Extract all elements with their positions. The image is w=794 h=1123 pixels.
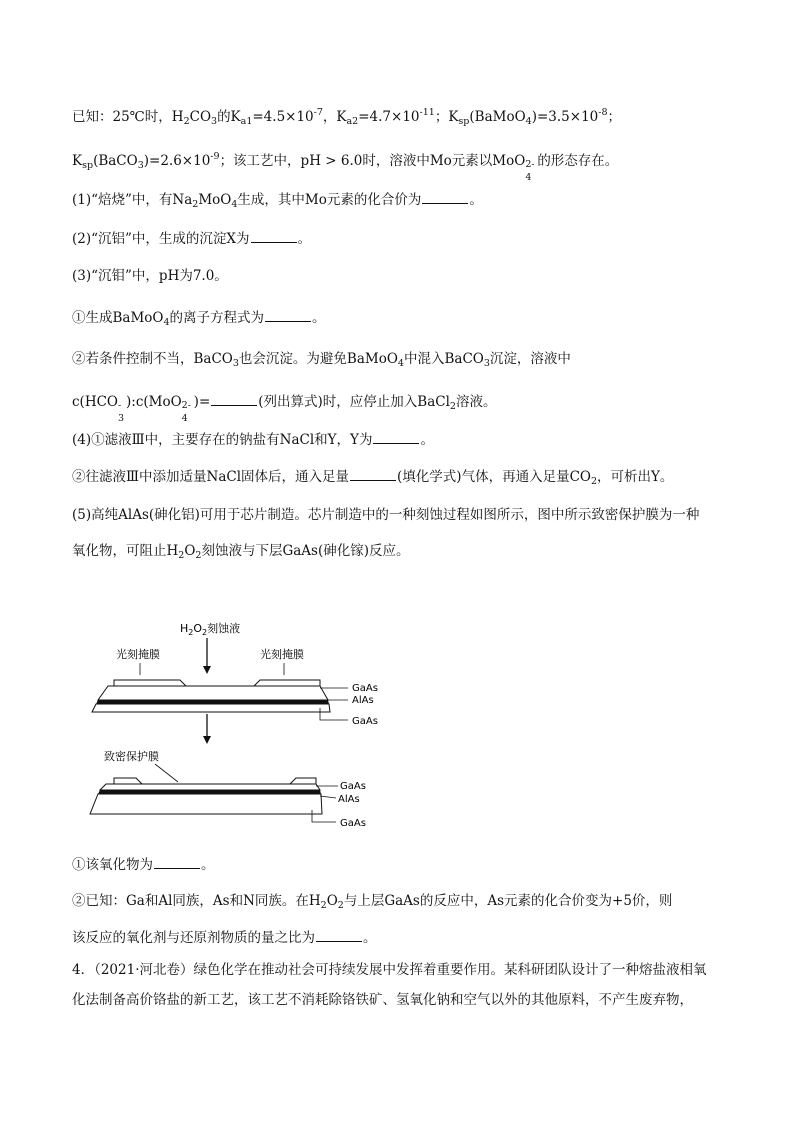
question-4-text: 化法制备高价铬盐的新工艺，该工艺不消耗除铬铁矿、氢氧化钠和空气以外的其他原料，不产生废弃物， — [72, 992, 693, 1008]
question-3-1: ①生成BaMoO$_4$的离子方程式为 。 — [72, 310, 326, 328]
bottom-gaas-layer-2 — [90, 794, 322, 814]
answer-blank[interactable] — [211, 393, 257, 406]
answer-blank[interactable] — [154, 856, 200, 869]
answer-blank[interactable] — [251, 230, 297, 243]
mask-label-right: 光刻掩膜 — [260, 648, 304, 661]
protective-film-leader — [155, 764, 178, 782]
photomask-right-2 — [290, 778, 316, 784]
question-4-1: (4)①滤液Ⅲ中，主要存在的钠盐有NaCl和Y，Y为 。 — [72, 432, 434, 448]
label-alas-top: AlAs — [352, 695, 374, 706]
etchant-label: $H_2O_2$刻蚀液 — [180, 622, 241, 637]
given-data-line-1: 已知：25℃时，$H_2CO_3$的$K_{a1}=4.5\times 10^{-7}$，$K_{a2}=4.7\times 10^{-11}$；$K_{sp}(BaMoO_4)=3.5\times 10^{-8}$； — [72, 107, 622, 127]
given-data-line-2: $K_{sp}(BaCO_3)=2.6\times 10^{-9}$；该工艺中，pH > 6.0时，溶液中Mo元素以MoO 2- 4 的形态存在。 — [72, 151, 619, 183]
answer-blank[interactable] — [350, 468, 396, 481]
answer-blank[interactable] — [373, 431, 419, 444]
answer-blank[interactable] — [422, 191, 468, 204]
label-gaas-top: GaAs — [352, 683, 378, 694]
label-gaas-bottom-2: GaAs — [340, 818, 366, 829]
label-leader — [320, 796, 336, 798]
question-5-2: ②已知：Ga和Al同族，As和N同族。在$H_2O_2$与上层GaAs的反应中，As元素的化合价变为+5价，则 — [72, 893, 673, 911]
question-4-heading: 4．（2021·河北卷）绿色化学在推动社会可持续发展中发挥着重要作用。某科研团队设计了一种熔盐液相氧 — [72, 962, 707, 978]
label-gaas-bottom: GaAs — [352, 716, 378, 727]
question-1: (1)“焙烧”中，有$Na_2MoO_4$生成，其中Mo元素的化合价为 。 — [72, 192, 483, 210]
bottom-gaas-layer-top — [92, 704, 330, 712]
question-2: (2)“沉铝”中，生成的沉淀X为 。 — [72, 231, 312, 247]
label-alas-2: AlAs — [338, 794, 360, 805]
question-5-2-cont: 该反应的氧化剂与还原剂物质的量之比为 。 — [72, 930, 377, 946]
question-3-2: ②若条件控制不当，BaCO$_3$也会沉淀。为避免BaMoO$_4$中混入BaCO$_3$沉淀，溶液中 — [72, 351, 571, 369]
alas-layer — [96, 700, 329, 704]
question-5-intro: (5)高纯AlAs(砷化铝)可用于芯片制造。芯片制造中的一种刻蚀过程如图所示，图中所示致密保护膜为一种 — [72, 507, 700, 523]
question-5-intro-2: 氧化物，可阻止$H_2O_2$刻蚀液与下层GaAs(砷化镓)反应。 — [72, 543, 410, 561]
process-arrow-head — [203, 736, 211, 744]
label-gaas-top-2: GaAs — [340, 781, 366, 792]
question-4-2: ②往滤液Ⅲ中添加适量NaCl固体后，通入足量 (填化学式)气体，再通入足量$CO_2$，可析出Y。 — [72, 469, 674, 487]
photomask-left — [114, 680, 186, 686]
photomask-right — [254, 680, 320, 686]
answer-blank[interactable] — [316, 929, 362, 942]
top-gaas-layer-2 — [100, 784, 320, 790]
answer-blank[interactable] — [265, 309, 311, 322]
photomask-left-2 — [114, 778, 142, 784]
top-gaas-layer — [98, 686, 328, 700]
alas-layer-2 — [98, 790, 321, 794]
etching-process-diagram — [80, 600, 400, 840]
question-5-1: ①该氧化物为 。 — [72, 857, 215, 873]
question-3: (3)“沉钼”中，pH为7.0。 — [72, 268, 228, 284]
etchant-arrow-head — [203, 666, 211, 674]
mask-label-left: 光刻掩膜 — [116, 648, 160, 661]
question-3-2-ratio: c(HCO - 3 ):c(MoO 2- 4 )= (列出算式)时，应停止加入BaCl$_2$溶液。 — [72, 394, 497, 424]
protective-film-label: 致密保护膜 — [104, 750, 159, 763]
